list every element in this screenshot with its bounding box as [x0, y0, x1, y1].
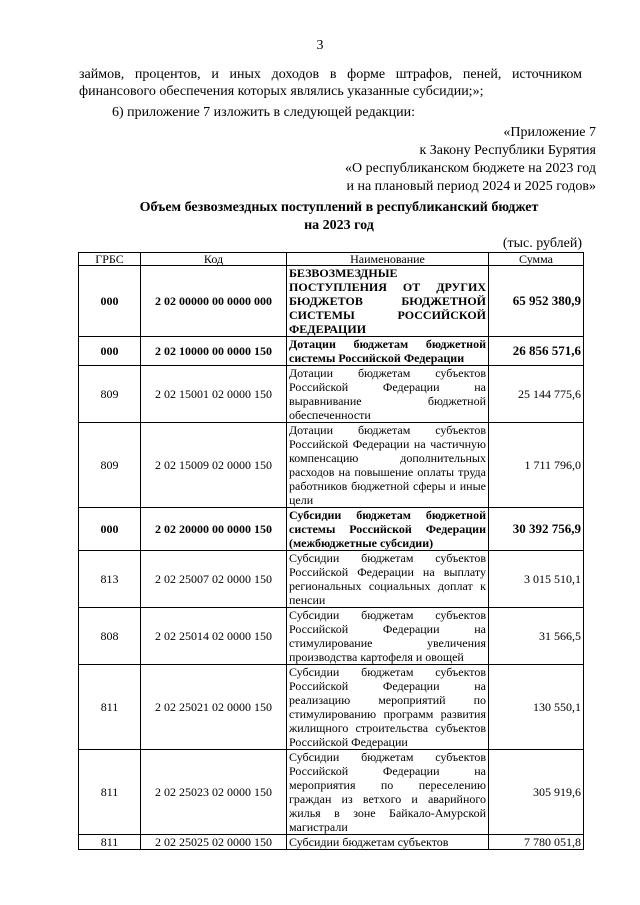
cell-name: Субсидии бюджетам субъектов Российской Федерации на выплату региональных социальных доплат к пенсии	[287, 551, 489, 608]
cell-sum: 1 711 796,0	[489, 423, 584, 508]
table-title-line-1: Объем безвозмездных поступлений в республиканский бюджет	[139, 200, 539, 215]
cell-code: 2 02 20000 00 0000 150	[141, 508, 287, 551]
header-name: Наименование	[287, 253, 489, 266]
appendix-line-3: «О республиканском бюджете на 2023 год	[345, 161, 596, 176]
cell-grbs: 808	[79, 608, 141, 665]
cell-sum: 7 780 051,8	[489, 835, 584, 850]
cell-sum: 305 919,6	[489, 750, 584, 835]
cell-name: Дотации бюджетам субъектов Российской Федерации на выравнивание бюджетной обеспеченности	[287, 366, 489, 423]
cell-code: 2 02 25023 02 0000 150	[141, 750, 287, 835]
table-header-row	[79, 253, 584, 266]
cell-name: БЕЗВОЗМЕЗДНЫЕ ПОСТУПЛЕНИЯ ОТ ДРУГИХ БЮДЖЕТОВ БЮДЖЕТНОЙ СИСТЕМЫ РОССИЙСКОЙ ФЕДЕРАЦИИ	[287, 266, 489, 337]
cell-code: 2 02 25014 02 0000 150	[141, 608, 287, 665]
appendix-line-4: и на плановый период 2024 и 2025 годов»	[346, 179, 596, 194]
cell-grbs: 811	[79, 835, 141, 850]
cell-sum: 65 952 380,9	[489, 266, 584, 337]
table-row	[79, 508, 584, 551]
cell-name: Субсидии бюджетам субъектов	[287, 835, 489, 850]
cell-code: 2 02 15001 02 0000 150	[141, 366, 287, 423]
cell-sum: 130 550,1	[489, 665, 584, 750]
cell-sum: 25 144 775,6	[489, 366, 584, 423]
table-row	[79, 750, 584, 835]
intro-line-1: займов, процентов, и иных доходов в форме штрафов, пеней, источником	[79, 67, 582, 82]
cell-grbs: 809	[79, 366, 141, 423]
intro-line-3: 6) приложение 7 изложить в следующей редакции:	[112, 105, 415, 120]
table-row	[79, 835, 584, 850]
table-title-line-2: на 2023 год	[304, 218, 374, 233]
table-row	[79, 423, 584, 508]
cell-code: 2 02 25025 02 0000 150	[141, 835, 287, 850]
table-row	[79, 337, 584, 366]
cell-name: Субсидии бюджетам субъектов Российской Федерации на стимулирование увеличения производства картофеля и овощей	[287, 608, 489, 665]
header-sum: Сумма	[489, 253, 584, 266]
revenue-table	[78, 252, 584, 850]
cell-name: Дотации бюджетам субъектов Российской Федерации на частичную компенсацию дополнительных расходов на повышение оплаты труда работников бюджетной сферы и иные цели	[287, 423, 489, 508]
cell-name: Субсидии бюджетам субъектов Российской Федерации на мероприятия по переселению граждан из ветхого и аварийного жилья в зоне Байкало-Амурской магистрали	[287, 750, 489, 835]
header-grbs: ГРБС	[79, 253, 141, 266]
cell-sum: 31 566,5	[489, 608, 584, 665]
cell-grbs: 000	[79, 508, 141, 551]
cell-sum: 3 015 510,1	[489, 551, 584, 608]
table-row	[79, 551, 584, 608]
appendix-line-1: «Приложение 7	[503, 125, 596, 140]
cell-code: 2 02 10000 00 0000 150	[141, 337, 287, 366]
appendix-reference	[345, 124, 596, 196]
table-title	[79, 199, 599, 235]
table-row	[79, 266, 584, 337]
cell-code: 2 02 00000 00 0000 000	[141, 266, 287, 337]
cell-grbs: 811	[79, 750, 141, 835]
cell-code: 2 02 25021 02 0000 150	[141, 665, 287, 750]
intro-line-2: финансового обеспечения которых являлись указанные субсидии;»;	[79, 84, 484, 99]
table-row	[79, 608, 584, 665]
cell-sum: 26 856 571,6	[489, 337, 584, 366]
cell-code: 2 02 25007 02 0000 150	[141, 551, 287, 608]
cell-grbs: 813	[79, 551, 141, 608]
header-code: Код	[141, 253, 287, 266]
cell-name: Субсидии бюджетам субъектов Российской Федерации на реализацию мероприятий по стимулированию программ развития жилищного строительства субъектов Российской Федерации	[287, 665, 489, 750]
units-label: (тыс. рублей)	[502, 236, 582, 251]
cell-grbs: 809	[79, 423, 141, 508]
table-row	[79, 665, 584, 750]
cell-name: Дотации бюджетам бюджетной системы Российской Федерации	[287, 337, 489, 366]
cell-name: Субсидии бюджетам бюджетной системы Российской Федерации (межбюджетные субсидии)	[287, 508, 489, 551]
cell-grbs: 811	[79, 665, 141, 750]
cell-grbs: 000	[79, 337, 141, 366]
page-number: 3	[316, 38, 324, 53]
cell-sum: 30 392 756,9	[489, 508, 584, 551]
cell-code: 2 02 15009 02 0000 150	[141, 423, 287, 508]
table-row	[79, 366, 584, 423]
cell-grbs: 000	[79, 266, 141, 337]
appendix-line-2: к Закону Республики Бурятия	[419, 143, 596, 158]
